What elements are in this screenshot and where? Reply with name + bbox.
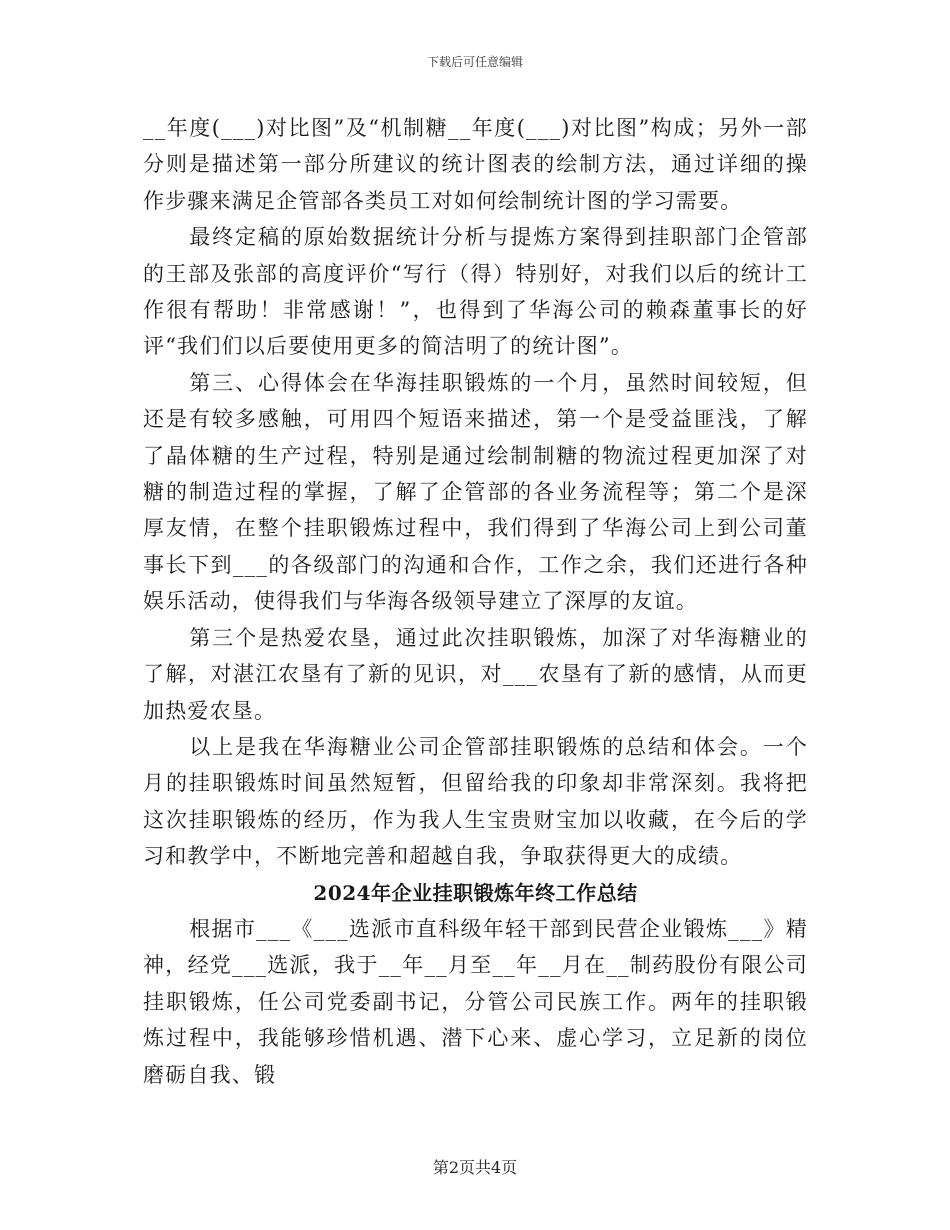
paragraph-5: 以上是我在华海糖业公司企管部挂职锻炼的总结和体会。一个月的挂职锻炼时间虽然短暂，但留给我的印象却非常深刻。我将把这次挂职锻炼的经历，作为我人生宝贵财宝加以收藏，在今后的学习和教学中，不断地完善和超越自我，争取获得更大的成绩。 bbox=[143, 734, 808, 869]
paragraph-1: __年度(___)对比图”及“机制糖__年度(___)对比图”构成；另外一部分则是描述第一部分所建议的统计图表的绘制方法，通过详细的操作步骤来满足企管部各类员工对如何绘制统计图的学习需要。 bbox=[143, 116, 808, 213]
section-title: 2024年企业挂职锻炼年终工作总结 bbox=[313, 880, 638, 905]
document-body bbox=[143, 110, 808, 1093]
page-footer: 第2页共4页 bbox=[432, 1158, 518, 1177]
page-header: 下载后可任意编辑 bbox=[426, 55, 523, 69]
paragraph-3: 第三、心得体会在华海挂职锻炼的一个月，虽然时间较短，但还是有较多感触，可用四个短语来描述，第一个是受益匪浅，了解了晶体糖的生产过程，特别是通过绘制制糖的物流过程更加深了对糖的制造过程的掌握，了解了企管部的各业务流程等；第二个是深厚友情，在整个挂职锻炼过程中，我们得到了华海公司上到公司董事长下到___的各级部门的沟通和合作，工作之余，我们还进行各种娱乐活动，使得我们与华海各级领导建立了深厚的友谊。 bbox=[143, 370, 808, 614]
section-paragraph-1: 根据市___《___选派市直科级年轻干部到民营企业锻炼___》精神，经党___选派，我于__年__月至__年__月在__制药股份有限公司挂职锻炼，任公司党委副书记，分管公司民族工作。两年的挂职锻炼过程中，我能够珍惜机遇、潜下心来、虚心学习，立足新的岗位磨砺自我、锻 bbox=[143, 916, 808, 1087]
paragraph-4: 第三个是热爱农垦，通过此次挂职锻炼，加深了对华海糖业的了解，对湛江农垦有了新的见识，对___农垦有了新的感情，从而更加热爱农垦。 bbox=[143, 625, 808, 723]
paragraph-2: 最终定稿的原始数据统计分析与提炼方案得到挂职部门企管部的王部及张部的高度评价“写行（得）特别好，对我们以后的统计工作很有帮助！非常感谢！”，也得到了华海公司的赖森董事长的好评“我们们以后要使用更多的简洁明了的统计图”。 bbox=[143, 225, 808, 359]
